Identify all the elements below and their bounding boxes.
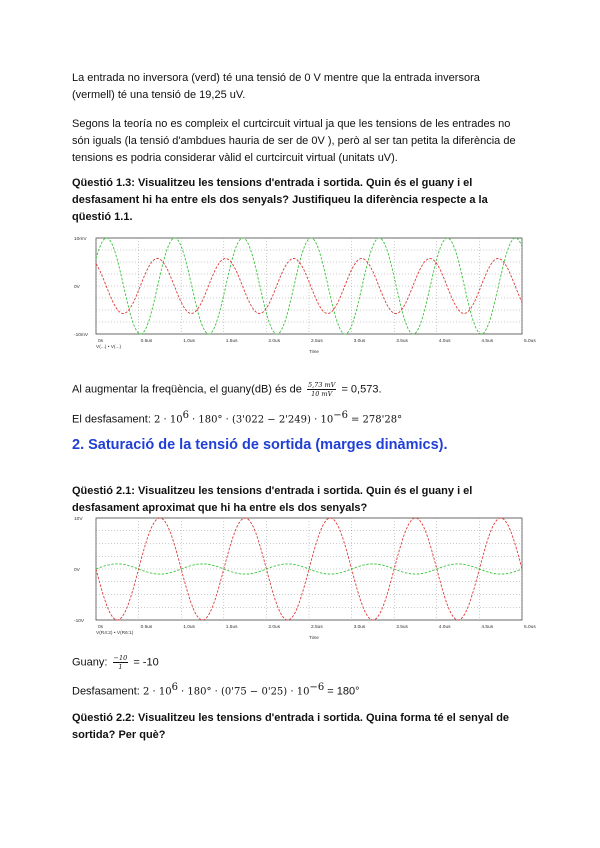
gain-value: = 0,573. <box>341 383 382 396</box>
gain-label: Guany: <box>72 656 108 669</box>
legend: V(R4:2) • V(R6:1) <box>96 631 134 636</box>
x-tick-label: 3.0us <box>353 339 366 344</box>
question-line: Qüestió 1.3: Visualitzeu les tensions d'entrada i sortida. Quin és el guany i el <box>72 177 473 189</box>
question-1-3 <box>72 175 528 226</box>
fraction-numerator: 5,73 mV <box>307 381 336 389</box>
question-2-2 <box>72 710 528 744</box>
x-tick-label: 4.5us <box>481 339 494 344</box>
result-2-1-gain <box>72 654 528 671</box>
result-1-3-phase <box>72 407 528 429</box>
question-line: Qüestió 2.1: Visualitzeu les tensions d'entrada i sortida. Quin és el guany i el <box>72 485 473 497</box>
fraction-numerator: −10 <box>113 654 128 662</box>
paragraph-line: són iguals (la tensió d'ambdues hauria de ser de 0V ), però al ser tan petita la diferència de <box>72 135 516 147</box>
question-line: desfasament hi ha entre els dos senyals? Justifiqueu la diferència respecte a la <box>72 194 488 206</box>
paragraph-line: Segons la teoría no es compleix el curtcircuit virtual ja que les tensions de les entrades no <box>72 118 511 130</box>
y-tick-label: 10mV <box>74 237 87 242</box>
phase-formula: 2 · 10 <box>153 414 183 426</box>
gain-fraction <box>307 381 336 398</box>
x-tick-label: 0.5us <box>140 339 153 344</box>
question-line: qüestió 1.1. <box>72 211 133 223</box>
virtual-short-paragraph <box>72 116 528 167</box>
x-tick-label: 3.0us <box>353 625 366 630</box>
gain-fraction <box>113 654 129 671</box>
x-tick-label: 4.5us <box>481 625 494 630</box>
x-tick-label: 0.5us <box>140 625 153 630</box>
x-tick-label: 1.5us <box>225 625 238 630</box>
x-tick-label: 2.5us <box>311 339 323 344</box>
x-tick-label: 0s <box>98 339 104 344</box>
result-2-1-phase <box>72 679 528 701</box>
x-tick-label: 1.5us <box>225 339 238 344</box>
x-tick-label: 2.0us <box>268 339 281 344</box>
x-tick-label: 4.0us <box>438 339 451 344</box>
y-tick-label: 0V <box>74 568 80 573</box>
question-line: sortida? Per què? <box>72 729 166 741</box>
section-2-title: 2. Saturació de la tensió de sortida (marges dinàmics). <box>72 437 448 453</box>
intro-paragraph <box>72 70 528 104</box>
x-axis-label: Time <box>309 349 319 354</box>
phase-exponent: 6 <box>182 410 189 421</box>
x-tick-label: 2.5us <box>311 625 323 630</box>
x-tick-label: 1.0us <box>183 339 195 344</box>
x-tick-label: 0s <box>98 625 104 630</box>
fraction-denominator: 10 mV <box>311 390 333 398</box>
question-line: Qüestió 2.2: Visualitzeu les tensions d'entrada i sortida. Quina forma té el senyal de <box>72 712 510 724</box>
phase-label: El desfasament: <box>72 413 151 426</box>
phase-result: = 180° <box>327 685 360 698</box>
x-tick-label: 5.0us <box>524 625 536 630</box>
phase-formula-2: · 180° · (0'75 − 0'25) · 10 <box>181 686 310 698</box>
paragraph-line: tensions es podria considerar vàlid el curtcircuit virtual (unitats uV). <box>72 152 398 164</box>
plot-1 <box>72 232 536 354</box>
x-tick-label: 1.0us <box>183 625 195 630</box>
y-tick-label: 0V <box>74 285 80 290</box>
phase-exponent-2: −6 <box>309 682 325 693</box>
x-tick-label: 5.0us <box>524 339 536 344</box>
y-tick-label: 10V <box>74 517 83 522</box>
question-line: desfasament aproximat que hi ha entre els dos senyals? <box>72 502 368 514</box>
legend: V(...) • V(...) <box>96 345 122 350</box>
y-tick-label: -10mV <box>74 333 89 338</box>
phase-formula: 2 · 10 <box>142 686 172 698</box>
intro-line: La entrada no inversora (verd) té una tensió de 0 V mentre que la entrada inversora <box>72 72 480 84</box>
x-tick-label: 3.5us <box>396 339 408 344</box>
x-tick-label: 2.0us <box>268 625 281 630</box>
x-axis-label: Time <box>309 635 319 640</box>
phase-exponent: 6 <box>171 682 178 693</box>
gain-text: Al augmentar la freqüència, el guany(dB) és de <box>72 383 302 396</box>
result-1-3-gain <box>72 381 528 398</box>
y-tick-label: -10V <box>74 619 85 624</box>
x-tick-label: 3.5us <box>396 625 408 630</box>
phase-exponent-2: −6 <box>333 410 348 421</box>
intro-line: (vermell) té una tensió de 19,25 uV. <box>72 89 246 101</box>
gain-value: = -10 <box>133 656 159 669</box>
plot-2 <box>72 512 536 640</box>
phase-label: Desfasament: <box>72 685 140 698</box>
phase-result: = 278'28° <box>351 414 403 426</box>
x-tick-label: 4.0us <box>438 625 451 630</box>
fraction-denominator: 1 <box>118 663 123 671</box>
phase-formula-2: · 180° · (3'022 − 2'249) · 10 <box>192 414 334 426</box>
